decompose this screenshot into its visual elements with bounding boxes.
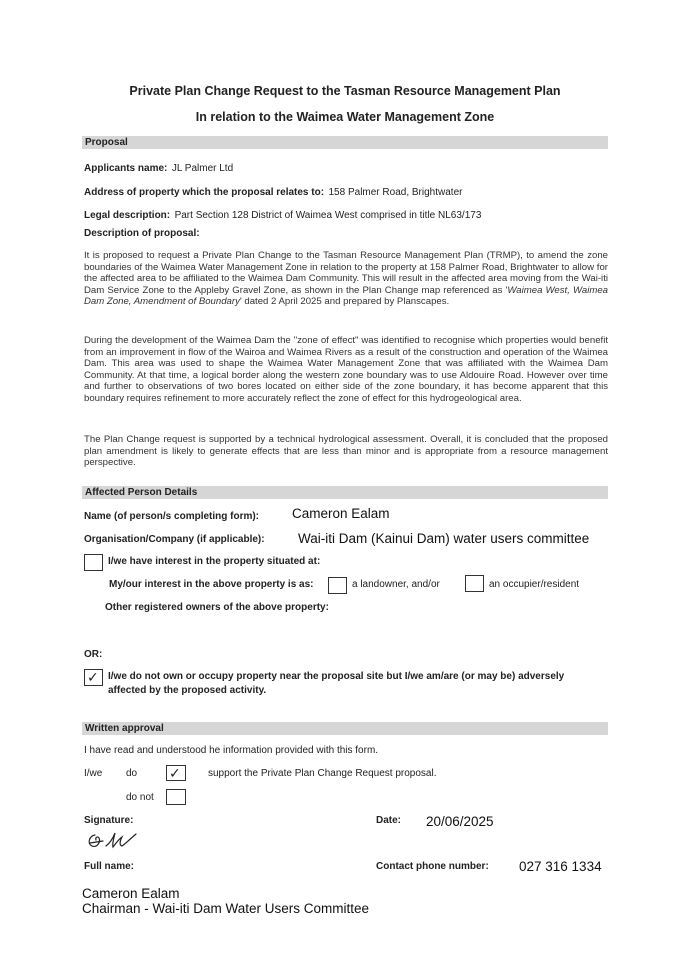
phone-label: Contact phone number: bbox=[376, 861, 489, 872]
document-title: Private Plan Change Request to the Tasman Resource Management Plan bbox=[129, 84, 561, 98]
section-header-approval bbox=[82, 722, 608, 735]
iwe-label: I/we bbox=[84, 768, 103, 779]
legal-value: Part Section 128 District of Waimea West comprised in title NL63/173 bbox=[174, 210, 482, 221]
address-label: Address of property which the proposal relates to: bbox=[84, 187, 325, 198]
not-own-label-line2: affected by the proposed activity. bbox=[108, 685, 267, 696]
not-own-checkbox[interactable] bbox=[84, 669, 103, 686]
organisation-value: Wai-iti Dam (Kainui Dam) water users committee bbox=[298, 531, 590, 546]
do-not-label: do not bbox=[126, 792, 154, 803]
section-header-affected bbox=[82, 486, 608, 499]
proposal-paragraph-3: The Plan Change request is supported by a technical hydrological assessment. Overall, it is concluded that the proposed plan amendment is likely to generate effects that are less than minor and is appropriate from a resource management perspective. bbox=[84, 434, 608, 469]
check-icon: ✓ bbox=[87, 669, 99, 685]
do-checkbox[interactable] bbox=[166, 765, 186, 781]
occupier-checkbox[interactable] bbox=[465, 575, 484, 592]
section-header-label: Proposal bbox=[85, 137, 128, 148]
address-value: 158 Palmer Road, Brightwater bbox=[328, 187, 463, 198]
name-value: Cameron Ealam bbox=[292, 506, 390, 521]
proposal-paragraph-2: During the development of the Waimea Dam the "zone of effect" was identified to recognise which properties would benefit from an improvement in flow of the Wairoa and Waimea Rivers as a result of the construction and operation of the Waimea Dam. This area was used to shape the Waimea Water Management Zone that was affiliated with the Waimea Dam Community. At that time, a logical border along the western zone boundary was to use Aldouire Road. However over time and further to observations of two bores located on either side of the zone boundary, it has become apparent that this boundary requires refinement to more accurately reflect the zone of effect for this hydrogeological area. bbox=[84, 335, 608, 404]
read-statement: I have read and understood he information provided with this form. bbox=[84, 745, 379, 756]
proposal-paragraph-1 bbox=[84, 250, 608, 308]
do-not-checkbox[interactable] bbox=[166, 789, 186, 805]
interest-checkbox[interactable] bbox=[84, 554, 103, 571]
address-row bbox=[84, 182, 462, 200]
document-subtitle: In relation to the Waimea Water Management Zone bbox=[195, 110, 495, 124]
phone-value: 027 316 1334 bbox=[519, 859, 602, 874]
landowner-checkbox[interactable] bbox=[328, 577, 347, 594]
section-header-label: Written approval bbox=[85, 723, 164, 734]
applicant-label: Applicants name: bbox=[84, 163, 168, 174]
paragraph-1-text-a: It is proposed to request a Private Plan Change to the Tasman Resource Management Plan (TRMP), to amend the zone boundaries of the Waimea Water Management Zone in relation to the property at 158 Palmer Road, Brightwater to allow for the affected area to be affiliated to the Waimea Dam Community. This will result in the affected area moving from the Wai-iti Dam Service Zone to the Appleby Gravel Zone, as shown in the Plan Change map referenced as ' bbox=[84, 250, 608, 296]
section-header-label: Affected Person Details bbox=[85, 487, 198, 498]
applicant-value: JL Palmer Ltd bbox=[171, 163, 234, 174]
occupier-label: an occupier/resident bbox=[489, 579, 580, 590]
not-own-label-line1: I/we do not own or occupy property near the proposal site but I/we am/are (or may be) adversely bbox=[108, 671, 565, 682]
signature-label: Signature: bbox=[84, 815, 134, 826]
description-label: Description of proposal: bbox=[84, 228, 200, 239]
or-label: OR: bbox=[84, 649, 103, 660]
other-owners-label: Other registered owners of the above property: bbox=[105, 602, 329, 613]
fullname-label: Full name: bbox=[84, 861, 135, 872]
fullname-value-line2: Chairman - Wai-iti Dam Water Users Committee bbox=[82, 901, 370, 916]
date-value: 20/06/2025 bbox=[426, 814, 494, 829]
paragraph-1-italic: Waimea West, Waimea Dam Zone, Amendment of Boundary bbox=[84, 284, 608, 308]
interest-label: I/we have interest in the property situated at: bbox=[108, 556, 321, 567]
my-interest-label: My/our interest in the above property is as: bbox=[109, 579, 314, 590]
support-text: support the Private Plan Change Request proposal. bbox=[208, 768, 437, 779]
date-label: Date: bbox=[376, 815, 402, 826]
check-icon: ✓ bbox=[169, 765, 181, 781]
name-label: Name (of person/s completing form): bbox=[84, 511, 260, 522]
landowner-label: a landowner, and/or bbox=[352, 579, 440, 590]
paragraph-1-text-b: ' dated 2 April 2025 and prepared by Planscapes. bbox=[239, 296, 450, 308]
legal-row bbox=[84, 205, 481, 223]
fullname-value-line1: Cameron Ealam bbox=[82, 886, 180, 901]
section-header-proposal bbox=[82, 136, 608, 149]
do-label: do bbox=[126, 768, 138, 779]
legal-label: Legal description: bbox=[84, 210, 171, 221]
applicant-row bbox=[84, 158, 233, 176]
signature-image bbox=[86, 829, 142, 853]
organisation-label: Organisation/Company (if applicable): bbox=[84, 534, 265, 545]
